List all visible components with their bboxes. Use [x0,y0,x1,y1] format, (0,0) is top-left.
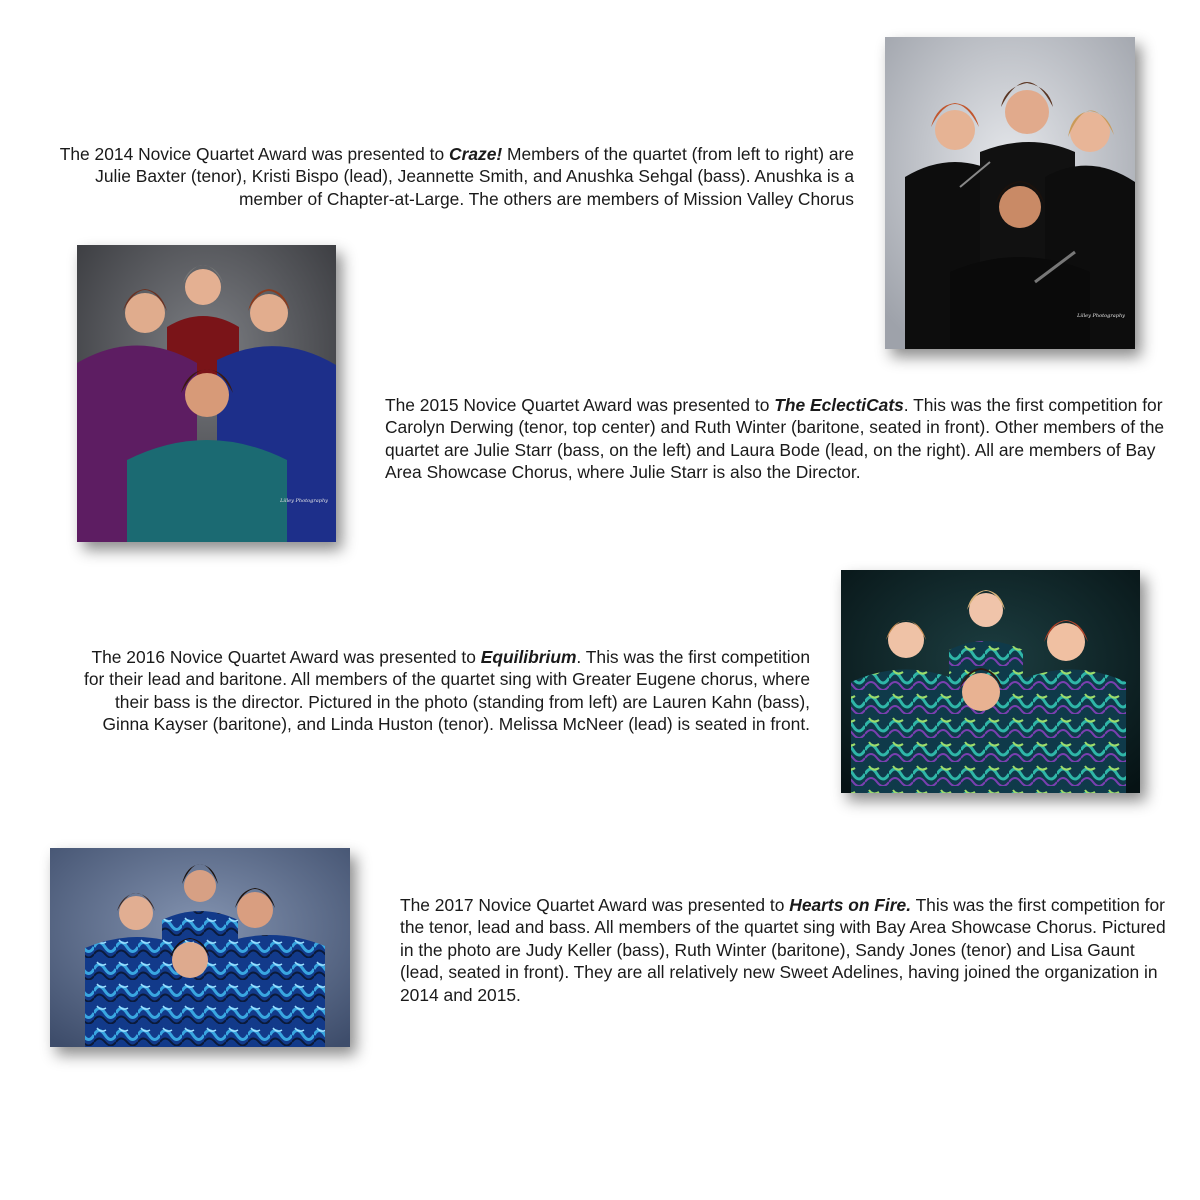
photo-eclecticats [77,245,336,542]
photo-craze [885,37,1135,349]
entry-2014-description: Members of the quartet (from left to right) are Julie Baxter (tenor), Kristi Bispo (lead), Jeannette Smith, and Anushka Sehgal (bass). Anushka is a member of Chapter-at-Large. The others are members of Mission Valley Chorus [95,144,854,209]
entry-2014-intro: The 2014 Novice Quartet Award was presented to [59,144,450,164]
entry-2017-intro: The 2017 Novice Quartet Award was presented to [400,895,790,915]
photo-craze-credit: Lilley Photography [1077,313,1125,319]
entry-2016-text [70,646,810,736]
entry-2017-quartet-name: Hearts on Fire. [789,895,912,915]
entry-2017-description: This was the first competition for the tenor, lead and bass. All members of the quartet sing with Bay Area Showcase Chorus. Pictured in the photo are Judy Keller (bass), Ruth Winter (baritone), Sandy Jones (tenor) and Lisa Gaunt (lead, seated in front). They are all relatively new Sweet Adelines, having joined the organization in 2014 and 2015. [400,895,1166,1005]
entry-2016-description: . This was the first competition for their lead and baritone. All members of the quartet sing with Greater Eugene chorus, where their bass is the director. Pictured in the photo (standing from left) are Lauren Kahn (bass), Ginna Kayser (baritone), and Linda Huston (tenor). Melissa McNeer (lead) is seated in front. [84,647,810,735]
photo-hearts-on-fire [50,848,350,1047]
entry-2014-text [40,143,854,210]
photo-equilibrium [841,570,1140,793]
entry-2014-quartet-name: Craze! [449,144,503,164]
entry-2015-intro: The 2015 Novice Quartet Award was presented to [385,395,775,415]
entry-2016-quartet-name: Equilibrium [480,647,577,667]
entry-2015-text [385,394,1165,484]
entry-2015-quartet-name: The EclectiCats [774,395,904,415]
entry-2017-text [400,894,1170,1006]
entry-2015-description: . This was the first competition for Carolyn Derwing (tenor, top center) and Ruth Winter (baritone, seated in front). Other members of the quartet are Julie Starr (bass, on the left) and Laura Bode (lead, on the right). All are members of Bay Area Showcase Chorus, where Julie Starr is also the Director. [385,395,1165,483]
entry-2016-intro: The 2016 Novice Quartet Award was presented to [91,647,481,667]
photo-eclecticats-credit: Lilley Photography [280,498,328,504]
